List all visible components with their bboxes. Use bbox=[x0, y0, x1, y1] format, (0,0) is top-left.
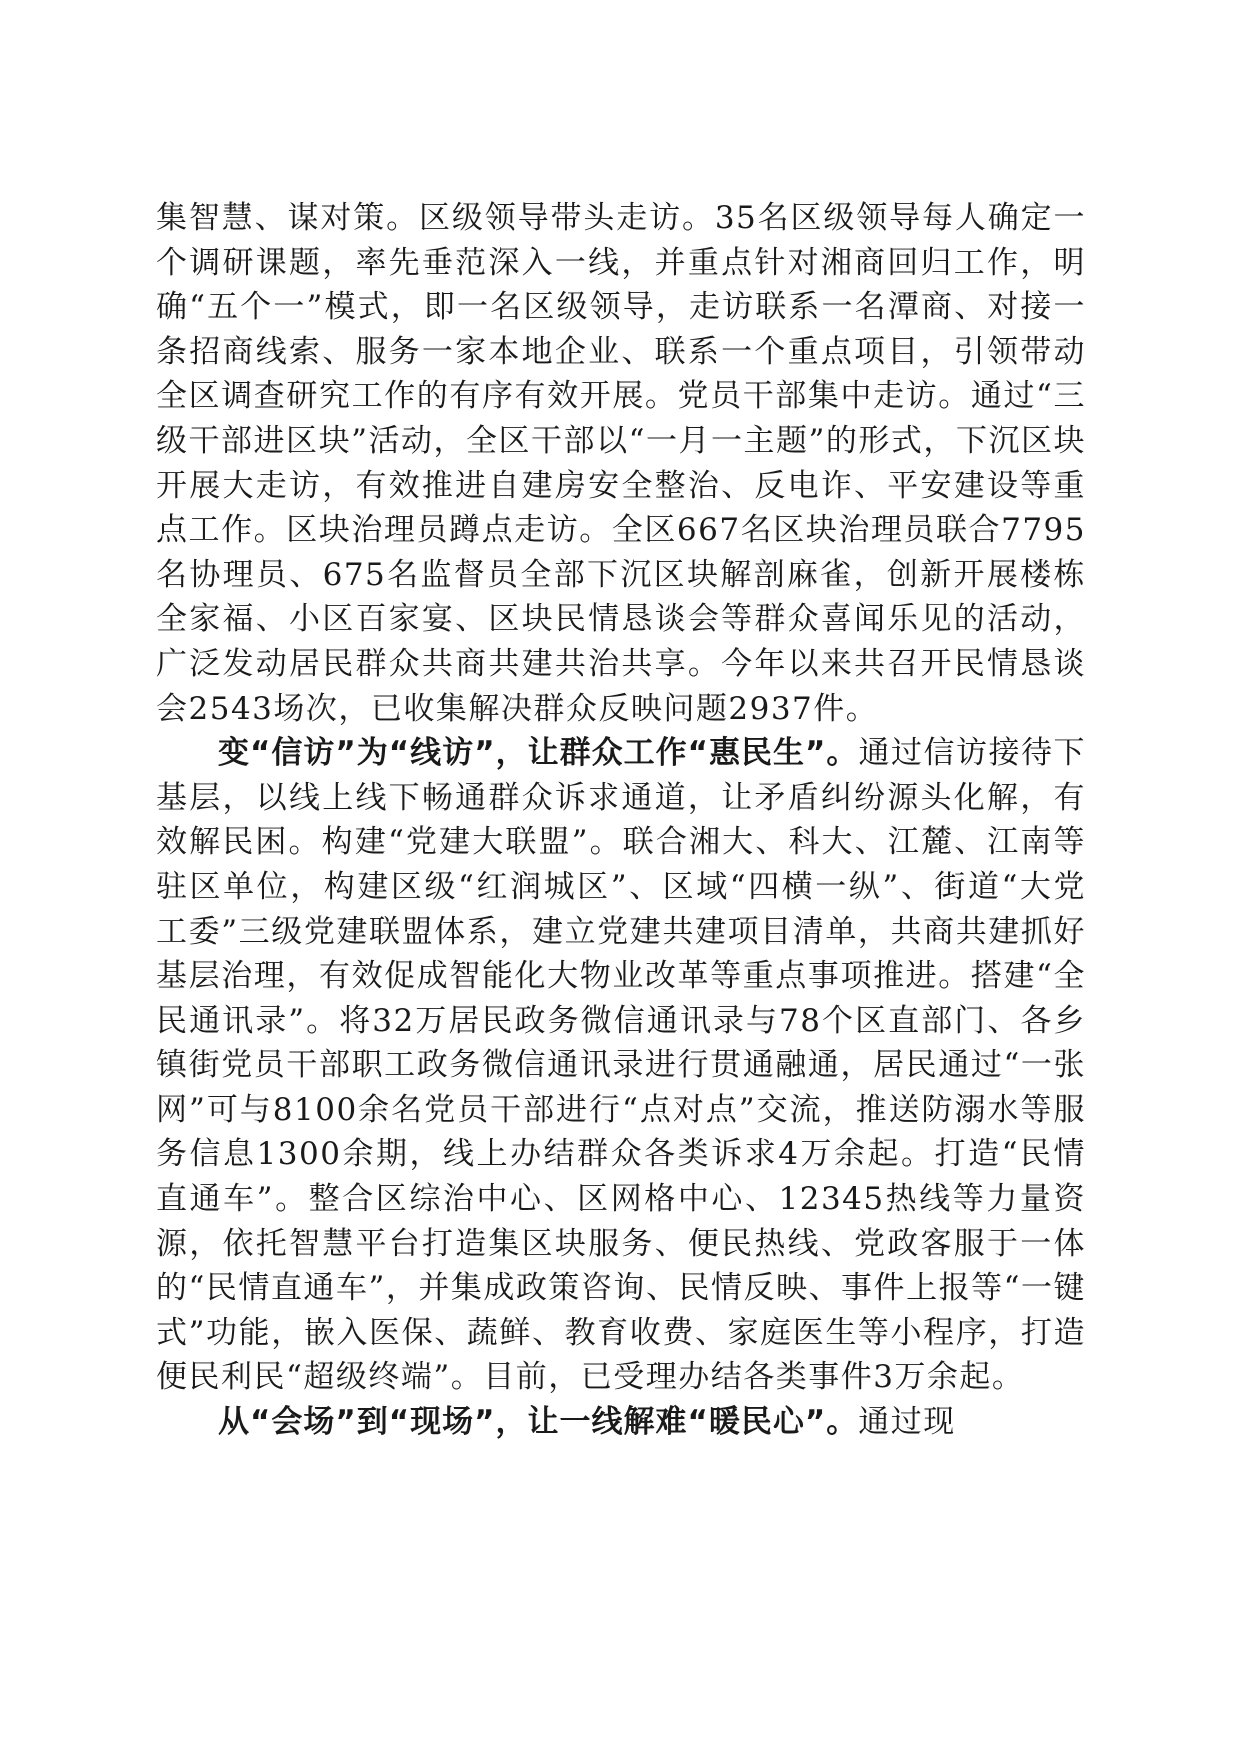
paragraph-2-text: 通过信访接待下基层，以线上线下畅通群众诉求通道，让矛盾纠纷源头化解，有效解民困。构建“党建大联盟”。联合湘大、科大、江麓、江南等驻区单位，构建区级“红润城区”、区域“四横一纵”、街道“大党工委”三级党建联盟体系，建立党建共建项目清单，共商共建抓好基层治理，有效促成智能化大物业改革等重点事项推进。搭建“全民通讯录”。将32万居民政务微信通讯录与78个区直部门、各乡镇街党员干部职工政务微信通讯录进行贯通融通，居民通过“一张网”可与8100余名党员干部进行“点对点”交流，推送防溺水等服务信息1300余期，线上办结群众各类诉求4万余起。打造“民情直通车”。整合区综治中心、区网格中心、12345热线等力量资源，依托智慧平台打造集区块服务、便民热线、党政客服于一体的“民情直通车”，并集成政策咨询、民情反映、事件上报等“一键式”功能，嵌入医保、蔬鲜、教育收费、家庭医生等小程序，打造便民利民“超级终端”。目前，已受理办结各类事件3万余起。 bbox=[156, 735, 1087, 1396]
paragraph-3-text: 通过现 bbox=[858, 1404, 956, 1441]
paragraph-3-heading: 从“会场”到“现场”，让一线解难“暖民心”。 bbox=[218, 1404, 859, 1441]
paragraph-2-heading: 变“信访”为“线访”，让群众工作“惠民生”。 bbox=[218, 735, 859, 772]
paragraph-1-text: 集智慧、谋对策。区级领导带头走访。35名区级领导每人确定一个调研课题，率先垂范深入一线，并重点针对湘商回归工作，明确“五个一”模式，即一名区级领导，走访联系一名潭商、对接一条招商线索、服务一家本地企业、联系一个重点项目，引领带动全区调查研究工作的有序有效开展。党员干部集中走访。通过“三级干部进区块”活动，全区干部以“一月一主题”的形式，下沉区块开展大走访，有效推进自建房安全整治、反电诈、平安建设等重点工作。区块治理员蹲点走访。全区667名区块治理员联合7795名协理员、675名监督员全部下沉区块解剖麻雀，创新开展楼栋全家福、小区百家宴、区块民情恳谈会等群众喜闻乐见的活动，广泛发动居民群众共商共建共治共享。今年以来共召开民情恳谈会2543场次，已收集解决群众反映问题2937件。 bbox=[156, 200, 1086, 727]
document-body bbox=[156, 196, 1086, 1445]
paragraph-3 bbox=[156, 1400, 1086, 1445]
paragraph-2 bbox=[156, 731, 1086, 1400]
paragraph-1 bbox=[156, 196, 1086, 731]
